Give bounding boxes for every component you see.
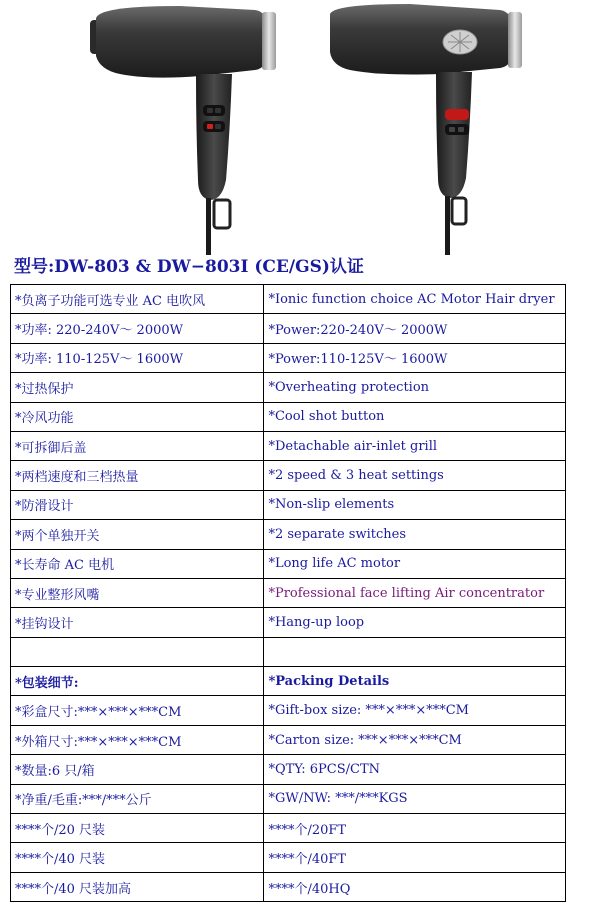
spec-row — [11, 696, 566, 725]
spec-row — [11, 402, 566, 431]
spec-cell-chinese: *冷风功能 — [11, 402, 264, 431]
spec-row — [11, 667, 566, 696]
spec-cell-chinese: *功率: 220-240V～ 2000W — [11, 314, 264, 343]
spec-row — [11, 549, 566, 578]
spec-cell-chinese: *过热保护 — [11, 373, 264, 402]
hang-loop — [214, 200, 230, 228]
spec-cell-chinese — [11, 637, 264, 666]
dryer-body — [330, 4, 515, 75]
spec-cell-english: *Detachable air-inlet grill — [264, 431, 566, 460]
dryer-handle — [196, 74, 232, 200]
spec-cell-english: *GW/NW: ***/***KGS — [264, 784, 566, 813]
switch-upper — [203, 105, 225, 116]
spec-cell-english: *Cool shot button — [264, 402, 566, 431]
spec-cell-chinese: *彩盒尺寸:***×***×***CM — [11, 696, 264, 725]
spec-row — [11, 755, 566, 784]
spec-cell-english: *Long life AC motor — [264, 549, 566, 578]
dryer-rear-ring — [262, 12, 276, 70]
spec-row — [11, 490, 566, 519]
spec-cell-english: *Carton size: ***×***×***CM — [264, 725, 566, 754]
model-title: 型号:DW-803 & DW−803I (CE/GS)认证 — [14, 257, 364, 277]
spec-cell-chinese: ****个/40 尺装 — [11, 843, 264, 872]
spec-cell-chinese: *包装细节: — [11, 667, 264, 696]
spec-row — [11, 725, 566, 754]
spec-row — [11, 637, 566, 666]
spec-cell-chinese: *专业整形风嘴 — [11, 578, 264, 607]
spec-row — [11, 431, 566, 460]
spec-cell-chinese: *可拆御后盖 — [11, 431, 264, 460]
spec-cell-english: *Power:220-240V～ 2000W — [264, 314, 566, 343]
spec-cell-chinese: *防滑设计 — [11, 490, 264, 519]
spec-cell-chinese: *挂钩设计 — [11, 608, 264, 637]
spec-cell-chinese: *负离子功能可选专业 AC 电吹风 — [11, 285, 264, 314]
spec-cell-chinese: *数量:6 只/箱 — [11, 755, 264, 784]
spec-cell-english: ****个/40HQ — [264, 872, 566, 901]
spec-row — [11, 461, 566, 490]
switch-lower — [445, 124, 469, 135]
spec-cell-chinese: *功率: 110-125V～ 1600W — [11, 343, 264, 372]
spec-row — [11, 373, 566, 402]
switch-upper — [445, 109, 469, 120]
spec-row — [11, 343, 566, 372]
spec-cell-chinese: *两档速度和三档热量 — [11, 461, 264, 490]
spec-row — [11, 578, 566, 607]
spec-cell-english: *2 separate switches — [264, 520, 566, 549]
spec-cell-chinese: *净重/毛重:***/***公斤 — [11, 784, 264, 813]
spec-row — [11, 285, 566, 314]
hair-dryer-right — [330, 4, 522, 255]
power-cord — [445, 196, 450, 255]
spec-cell-english: *Overheating protection — [264, 373, 566, 402]
hair-dryer-left — [90, 6, 276, 255]
power-cord — [206, 198, 211, 255]
spec-cell-english: *Ionic function choice AC Motor Hair dryer — [264, 285, 566, 314]
spec-cell-english: *QTY: 6PCS/CTN — [264, 755, 566, 784]
spec-cell-english: *Packing Details — [264, 667, 566, 696]
spec-cell-chinese: *两个单独开关 — [11, 520, 264, 549]
spec-cell-english: *Power:110-125V～ 1600W — [264, 343, 566, 372]
spec-cell-english: *Non-slip elements — [264, 490, 566, 519]
spec-cell-english: *Hang-up loop — [264, 608, 566, 637]
spec-row — [11, 608, 566, 637]
dryer-rear-ring — [508, 12, 522, 68]
spec-row — [11, 814, 566, 843]
spec-row — [11, 784, 566, 813]
spec-cell-chinese: ****个/40 尺装加高 — [11, 872, 264, 901]
dryer-body — [96, 6, 270, 78]
spec-cell-chinese: *外箱尺寸:***×***×***CM — [11, 725, 264, 754]
spec-cell-english: ****个/20FT — [264, 814, 566, 843]
spec-row — [11, 520, 566, 549]
spec-row — [11, 314, 566, 343]
spec-cell-english: *Professional face lifting Air concentrator — [264, 578, 566, 607]
spec-cell-chinese: *长寿命 AC 电机 — [11, 549, 264, 578]
spec-cell-english — [264, 637, 566, 666]
hang-loop — [452, 198, 466, 224]
spec-row — [11, 872, 566, 901]
spec-table — [10, 284, 566, 902]
spec-cell-chinese: ****个/20 尺装 — [11, 814, 264, 843]
spec-cell-english: *Gift-box size: ***×***×***CM — [264, 696, 566, 725]
switch-lower — [203, 121, 225, 132]
spec-cell-english: ****个/40FT — [264, 843, 566, 872]
spec-cell-english: *2 speed & 3 heat settings — [264, 461, 566, 490]
spec-row — [11, 843, 566, 872]
product-photos — [0, 0, 602, 255]
